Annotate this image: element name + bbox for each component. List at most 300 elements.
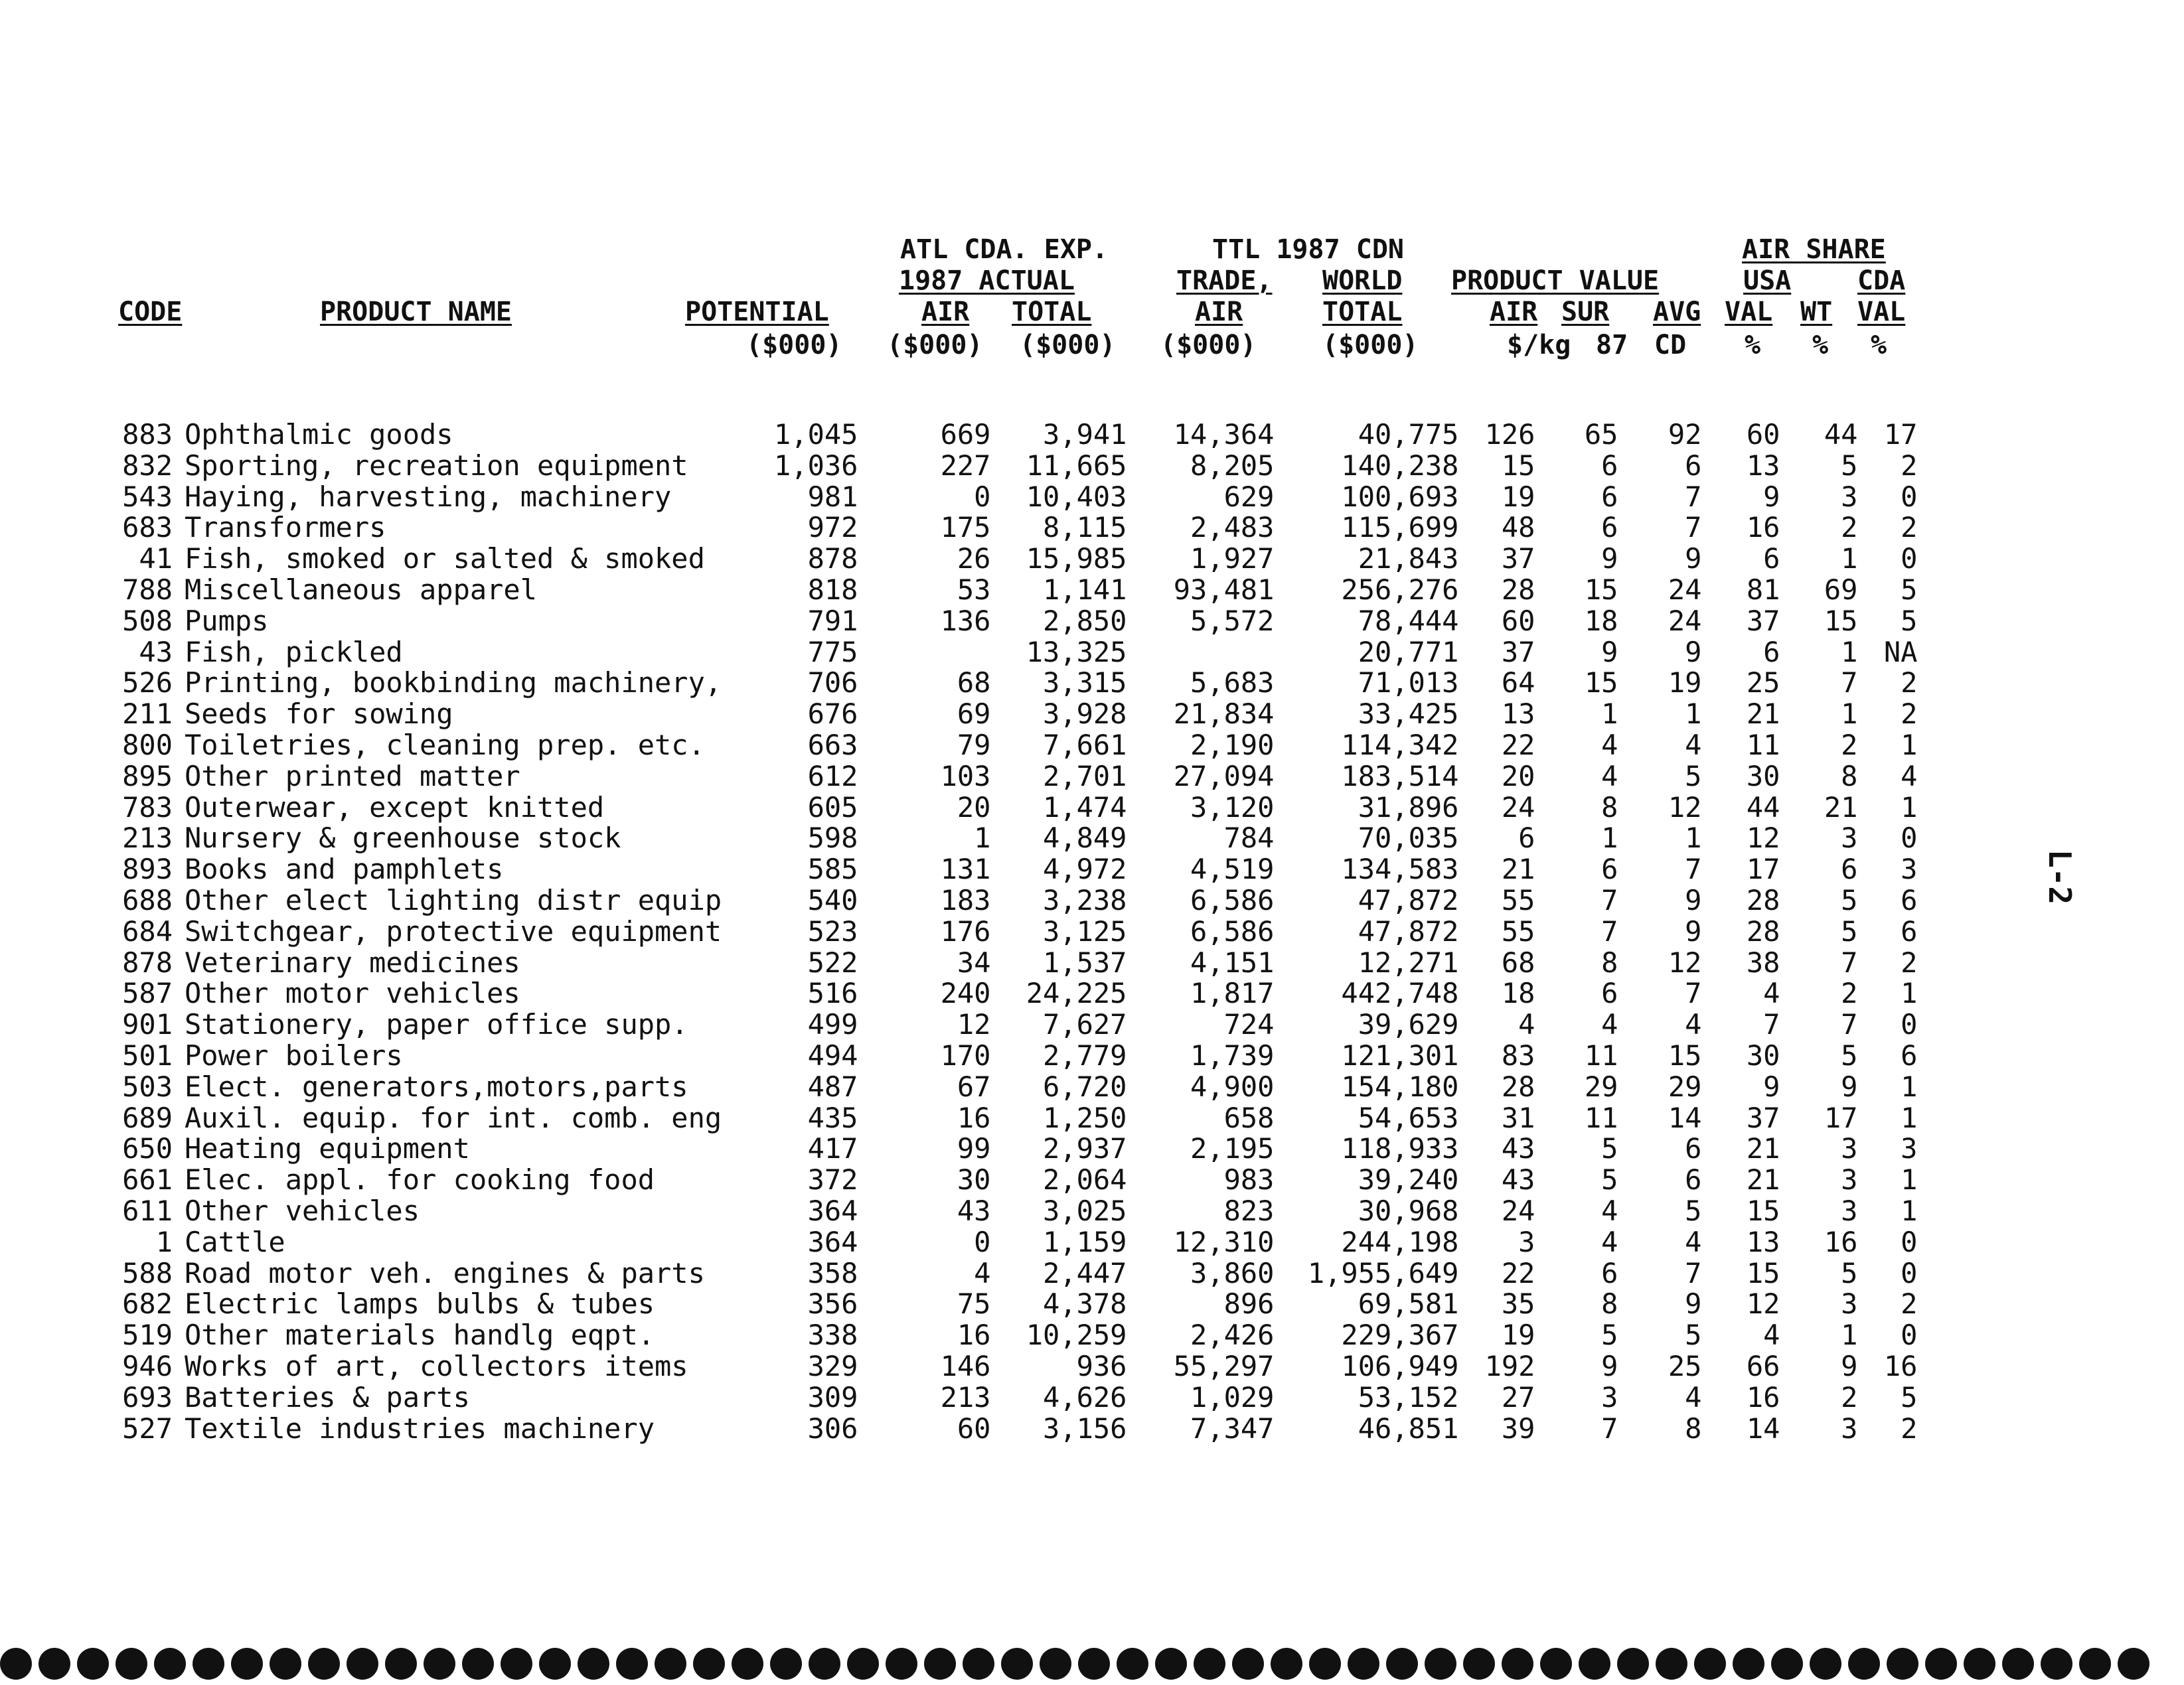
atl-air-cell [858,637,990,668]
share-usa-val-cell: 81 [1746,573,1780,606]
footer-dot-border [0,1648,2149,1680]
share-usa-val-cell: 14 [1746,1412,1780,1445]
code-cell: 946 [122,1349,173,1382]
code-cell: 508 [122,604,173,637]
pv-sur-cell: 5 [1601,1163,1618,1197]
potential-cell: 585 [807,853,858,886]
potential-cell: 417 [807,1132,858,1165]
code-cell: 526 [122,666,173,699]
pv-air-cell: 43 [1501,1132,1535,1165]
header-usa: USA [1743,265,1792,296]
footer-dot [1887,1648,1918,1680]
pv-sur-cell: 4 [1601,728,1618,761]
world-total-cell: 71,013 [1358,666,1459,699]
table-row [113,606,1917,637]
product-name-cell: Haying, harvesting, machinery [185,480,672,513]
share-wt-cell: 3 [1841,822,1858,855]
footer-dot [655,1648,686,1680]
share-cda-val-cell: 0 [1901,480,1918,513]
share-usa-val-cell: 16 [1746,511,1780,544]
share-wt-cell: 2 [1841,1380,1858,1414]
pv-sur-cell: 6 [1601,977,1618,1010]
atl-air-cell: 43 [957,1194,991,1227]
atl-total-cell: 4,972 [1043,853,1127,886]
unit-pv-87: 87 [1596,330,1628,360]
table-row [113,1103,1917,1134]
table-row [113,1320,1917,1351]
pv-air-cell: 19 [1501,1319,1535,1352]
pv-avg-cell: 4 [1685,1008,1702,1041]
pv-air-cell: 68 [1501,946,1535,979]
export-potential-table [113,419,1917,1444]
pv-sur-cell: 4 [1601,1194,1618,1227]
product-name-cell: Sporting, recreation equipment [185,449,688,482]
atl-air-cell: 240 [940,977,991,1010]
share-cda-val-cell: 3 [1901,853,1918,886]
ttl-air-cell [1127,637,1274,668]
header-1987-actual: 1987 ACTUAL [899,265,1075,296]
pv-air-cell: 192 [1484,1349,1535,1382]
pv-sur-cell: 29 [1584,1070,1618,1103]
footer-dot [1617,1648,1649,1680]
footer-dot [2079,1648,2111,1680]
atl-total-cell: 2,779 [1043,1039,1127,1072]
footer-dot [308,1648,340,1680]
pv-air-cell: 35 [1501,1287,1535,1321]
pv-air-cell: 55 [1501,883,1535,916]
share-cda-val-cell: 16 [1883,1349,1918,1382]
header-ttl-air: AIR [1195,297,1243,327]
ttl-air-cell: 27,094 [1173,759,1275,792]
potential-cell: 309 [807,1380,858,1414]
ttl-air-cell: 1,739 [1190,1039,1275,1072]
ttl-air-cell: 4,151 [1190,946,1275,979]
atl-air-cell: 669 [940,418,991,451]
table-row [113,699,1917,730]
pv-sur-cell: 4 [1601,759,1618,792]
product-name-cell: Electric lamps bulbs & tubes [185,1287,655,1321]
unit-pct-usa: % [1745,330,1761,360]
share-wt-cell: 1 [1841,635,1858,668]
share-usa-val-cell: 4 [1763,1319,1780,1352]
pv-sur-cell: 6 [1601,511,1618,544]
table-row [113,854,1917,885]
share-cda-val-cell: 1 [1901,977,1918,1010]
footer-dot [385,1648,417,1680]
pv-sur-cell: 15 [1584,573,1618,606]
footer-dot [39,1648,70,1680]
share-cda-val-cell: 17 [1883,418,1918,451]
ttl-air-cell: 55,297 [1173,1349,1275,1382]
ttl-air-cell: 4,900 [1190,1070,1275,1103]
table-row [113,575,1917,606]
pv-avg-cell: 19 [1668,666,1702,699]
ttl-air-cell: 14,364 [1173,418,1275,451]
footer-dot [193,1648,224,1680]
share-usa-val-cell: 4 [1763,977,1780,1010]
footer-dot [732,1648,763,1680]
pv-sur-cell: 4 [1601,1008,1618,1041]
pv-avg-cell: 6 [1685,449,1702,482]
share-wt-cell: 7 [1841,666,1858,699]
pv-avg-cell: 4 [1685,1380,1702,1414]
share-wt-cell: 6 [1841,853,1858,886]
code-cell: 41 [139,542,173,575]
unit-pct-cda: % [1871,330,1887,360]
pv-sur-cell: 9 [1601,635,1618,668]
share-cda-val-cell: 2 [1901,697,1918,731]
atl-air-cell: 75 [957,1287,991,1321]
footer-dot [963,1648,994,1680]
share-usa-val-cell: 15 [1746,1194,1780,1227]
pv-air-cell: 13 [1501,697,1535,731]
atl-total-cell: 1,250 [1043,1101,1127,1134]
share-cda-val-cell: 2 [1901,449,1918,482]
pv-avg-cell: 12 [1668,946,1702,979]
share-cda-val-cell: 3 [1901,1132,1918,1165]
ttl-air-cell: 1,817 [1190,977,1275,1010]
pv-avg-cell: 1 [1685,822,1702,855]
unit-pct-wt: % [1812,330,1829,360]
potential-cell: 364 [807,1194,858,1227]
share-cda-val-cell: 2 [1901,1412,1918,1445]
header-pv-sur: SUR [1561,297,1610,327]
table-row [113,482,1917,513]
ttl-air-cell: 5,572 [1190,604,1275,637]
ttl-air-cell: 1,927 [1190,542,1275,575]
share-cda-val-cell: 5 [1901,1380,1918,1414]
pv-avg-cell: 24 [1668,604,1702,637]
product-name-cell: Other vehicles [185,1194,420,1227]
potential-cell: 487 [807,1070,858,1103]
pv-avg-cell: 6 [1685,1132,1702,1165]
share-wt-cell: 3 [1841,1412,1858,1445]
atl-total-cell: 2,447 [1043,1256,1127,1289]
code-cell: 543 [122,480,173,513]
footer-dot [886,1648,917,1680]
product-name-cell: Stationery, paper office supp. [185,1008,688,1041]
pv-sur-cell: 9 [1601,542,1618,575]
world-total-cell: 40,775 [1358,418,1459,451]
atl-total-cell: 2,701 [1043,759,1127,792]
code-cell: 661 [122,1163,173,1197]
footer-dot [1733,1648,1764,1680]
pv-sur-cell: 5 [1601,1132,1618,1165]
footer-dot [1040,1648,1071,1680]
ttl-air-cell: 896 [1223,1287,1275,1321]
pv-avg-cell: 8 [1685,1412,1702,1445]
share-wt-cell: 5 [1841,883,1858,916]
table-row [113,451,1917,482]
pv-avg-cell: 15 [1668,1039,1702,1072]
unit-ttl-total: ($000) [1322,330,1419,360]
pv-sur-cell: 8 [1601,946,1618,979]
atl-total-cell: 3,156 [1043,1412,1127,1445]
share-usa-val-cell: 30 [1746,1039,1780,1072]
pv-air-cell: 37 [1501,542,1535,575]
header-air-share: AIR SHARE [1742,234,1886,265]
world-total-cell: 39,240 [1358,1163,1459,1197]
atl-total-cell: 24,225 [1026,977,1127,1010]
product-name-cell: Ophthalmic goods [185,418,453,451]
footer-dot [424,1648,455,1680]
header-product-value: PRODUCT VALUE [1451,265,1660,296]
share-wt-cell: 3 [1841,1194,1858,1227]
atl-air-cell: 68 [957,666,991,699]
atl-total-cell: 1,159 [1043,1225,1127,1258]
share-wt-cell: 9 [1841,1070,1858,1103]
ttl-air-cell: 21,834 [1173,697,1275,731]
atl-air-cell: 146 [940,1349,991,1382]
header-product-name: PRODUCT NAME [320,297,512,327]
page-number: L-2 [2042,849,2078,905]
pv-avg-cell: 4 [1685,728,1702,761]
ttl-air-cell: 2,190 [1190,728,1275,761]
share-usa-val-cell: 13 [1746,1225,1780,1258]
atl-total-cell: 15,985 [1026,542,1127,575]
footer-dot [1540,1648,1572,1680]
share-usa-val-cell: 25 [1746,666,1780,699]
code-cell: 503 [122,1070,173,1103]
product-name-cell: Textile industries machinery [185,1412,655,1445]
ttl-air-cell: 724 [1223,1008,1275,1041]
pv-avg-cell: 9 [1685,1287,1702,1321]
share-wt-cell: 3 [1841,480,1858,513]
share-usa-val-cell: 37 [1746,604,1780,637]
share-usa-val-cell: 9 [1763,1070,1780,1103]
atl-total-cell: 4,378 [1043,1287,1127,1321]
world-total-cell: 21,843 [1358,542,1459,575]
pv-sur-cell: 7 [1601,1412,1618,1445]
ttl-air-cell: 629 [1223,480,1275,513]
code-cell: 883 [122,418,173,451]
code-cell: 832 [122,449,173,482]
share-cda-val-cell: 1 [1901,1194,1918,1227]
pv-air-cell: 15 [1501,449,1535,482]
share-usa-val-cell: 28 [1746,883,1780,916]
table-row [113,1351,1917,1382]
potential-cell: 306 [807,1412,858,1445]
product-name-cell: Cattle [185,1225,285,1258]
pv-sur-cell: 65 [1584,418,1618,451]
pv-avg-cell: 14 [1668,1101,1702,1134]
footer-dot [501,1648,532,1680]
header-ttl-group: TTL 1987 CDN [1212,234,1404,265]
pv-avg-cell: 9 [1685,915,1702,948]
world-total-cell: 33,425 [1358,697,1459,731]
pv-air-cell: 19 [1501,480,1535,513]
potential-cell: 598 [807,822,858,855]
atl-air-cell: 79 [957,728,991,761]
atl-total-cell: 7,661 [1043,728,1127,761]
pv-sur-cell: 7 [1601,915,1618,948]
atl-total-cell: 4,626 [1043,1380,1127,1414]
code-cell: 213 [122,822,173,855]
pv-avg-cell: 7 [1685,853,1702,886]
table-row [113,544,1917,575]
world-total-cell: 30,968 [1358,1194,1459,1227]
footer-dot [270,1648,301,1680]
product-name-cell: Fish, pickled [185,635,403,668]
world-total-cell: 106,949 [1341,1349,1459,1382]
ttl-air-cell: 5,683 [1190,666,1275,699]
footer-dot [2041,1648,2072,1680]
code-cell: 901 [122,1008,173,1041]
pv-air-cell: 43 [1501,1163,1535,1197]
ttl-air-cell: 2,483 [1190,511,1275,544]
world-total-cell: 100,693 [1341,480,1459,513]
product-name-cell: Veterinary medicines [185,946,520,979]
share-wt-cell: 5 [1841,1256,1858,1289]
atl-air-cell: 0 [974,1225,991,1258]
footer-dot [462,1648,494,1680]
product-name-cell: Auxil. equip. for int. comb. eng [185,1101,722,1134]
pv-avg-cell: 24 [1668,573,1702,606]
share-cda-val-cell: 2 [1901,946,1918,979]
pv-air-cell: 27 [1501,1380,1535,1414]
share-cda-val-cell: 2 [1901,511,1918,544]
code-cell: 693 [122,1380,173,1414]
footer-dot [1232,1648,1264,1680]
pv-sur-cell: 5 [1601,1319,1618,1352]
atl-total-cell: 3,315 [1043,666,1127,699]
atl-air-cell: 103 [940,759,991,792]
world-total-cell: 256,276 [1341,573,1459,606]
footer-dot [231,1648,263,1680]
footer-dot [1925,1648,1957,1680]
footer-dot [0,1648,32,1680]
ttl-air-cell: 93,481 [1173,573,1275,606]
atl-air-cell: 53 [957,573,991,606]
footer-dot [1502,1648,1533,1680]
atl-total-cell: 3,238 [1043,883,1127,916]
share-wt-cell: 3 [1841,1132,1858,1165]
atl-total-cell: 1,474 [1043,790,1127,824]
footer-dot [809,1648,840,1680]
share-wt-cell: 2 [1841,977,1858,1010]
table-row [113,668,1917,699]
share-cda-val-cell: 1 [1901,1070,1918,1103]
ttl-air-cell: 3,860 [1190,1256,1275,1289]
code-cell: 211 [122,697,173,731]
code-cell: 1 [155,1225,173,1258]
pv-air-cell: 24 [1501,790,1535,824]
pv-sur-cell: 9 [1601,1349,1618,1382]
atl-total-cell: 6,720 [1043,1070,1127,1103]
share-usa-val-cell: 44 [1746,790,1780,824]
pv-sur-cell: 1 [1601,697,1618,731]
unit-ttl-air: ($000) [1160,330,1257,360]
table-row [113,1165,1917,1196]
table-row [113,1009,1917,1041]
code-cell: 683 [122,511,173,544]
potential-cell: 435 [807,1101,858,1134]
share-usa-val-cell: 12 [1746,1287,1780,1321]
potential-cell: 499 [807,1008,858,1041]
footer-dot [1271,1648,1302,1680]
unit-atl-total: ($000) [1020,330,1116,360]
atl-air-cell: 131 [940,853,991,886]
atl-total-cell: 3,928 [1043,697,1127,731]
pv-avg-cell: 12 [1668,790,1702,824]
ttl-air-cell: 2,426 [1190,1319,1275,1352]
atl-air-cell: 213 [940,1380,991,1414]
share-wt-cell: 44 [1824,418,1858,451]
potential-cell: 663 [807,728,858,761]
world-total-cell: 31,896 [1358,790,1459,824]
footer-dot [693,1648,725,1680]
potential-cell: 791 [807,604,858,637]
table-row [113,885,1917,916]
footer-dot [1463,1648,1495,1680]
potential-cell: 516 [807,977,858,1010]
potential-cell: 522 [807,946,858,979]
product-name-cell: Heating equipment [185,1132,470,1165]
share-wt-cell: 5 [1841,1039,1858,1072]
header-code: CODE [118,297,183,327]
world-total-cell: 47,872 [1358,915,1459,948]
pv-avg-cell: 7 [1685,1256,1702,1289]
share-cda-val-cell: 1 [1901,728,1918,761]
atl-total-cell: 11,665 [1026,449,1127,482]
pv-air-cell: 3 [1518,1225,1535,1258]
code-cell: 783 [122,790,173,824]
share-usa-val-cell: 17 [1746,853,1780,886]
footer-dot [924,1648,956,1680]
potential-cell: 706 [807,666,858,699]
header-pv-air: AIR [1490,297,1538,327]
potential-cell: 775 [807,635,858,668]
product-name-cell: Switchgear, protective equipment [185,915,722,948]
world-total-cell: 70,035 [1358,822,1459,855]
share-wt-cell: 8 [1841,759,1858,792]
product-name-cell: Power boilers [185,1039,403,1072]
ttl-air-cell: 2,195 [1190,1132,1275,1165]
share-cda-val-cell: 6 [1901,1039,1918,1072]
code-cell: 587 [122,977,173,1010]
share-wt-cell: 16 [1824,1225,1858,1258]
atl-air-cell: 60 [957,1412,991,1445]
header-trade: TRADE, [1176,265,1273,296]
share-cda-val-cell: 1 [1901,1101,1918,1134]
world-total-cell: 134,583 [1341,853,1459,886]
pv-air-cell: 22 [1501,728,1535,761]
table-row [113,1414,1917,1445]
atl-air-cell: 175 [940,511,991,544]
share-wt-cell: 5 [1841,449,1858,482]
code-cell: 684 [122,915,173,948]
table-body [113,419,1917,1444]
table-row [113,512,1917,544]
pv-sur-cell: 7 [1601,883,1618,916]
pv-avg-cell: 4 [1685,1225,1702,1258]
potential-cell: 356 [807,1287,858,1321]
footer-dot [2118,1648,2149,1680]
footer-dot [1155,1648,1187,1680]
potential-cell: 605 [807,790,858,824]
pv-air-cell: 60 [1501,604,1535,637]
atl-air-cell: 16 [957,1319,991,1352]
product-name-cell: Other materials handlg eqpt. [185,1319,655,1352]
atl-air-cell: 176 [940,915,991,948]
code-cell: 689 [122,1101,173,1134]
atl-total-cell: 1,141 [1043,573,1127,606]
unit-pv-cd: CD [1654,330,1687,360]
share-wt-cell: 7 [1841,1008,1858,1041]
footer-dot [1309,1648,1341,1680]
code-cell: 650 [122,1132,173,1165]
footer-dot [116,1648,147,1680]
